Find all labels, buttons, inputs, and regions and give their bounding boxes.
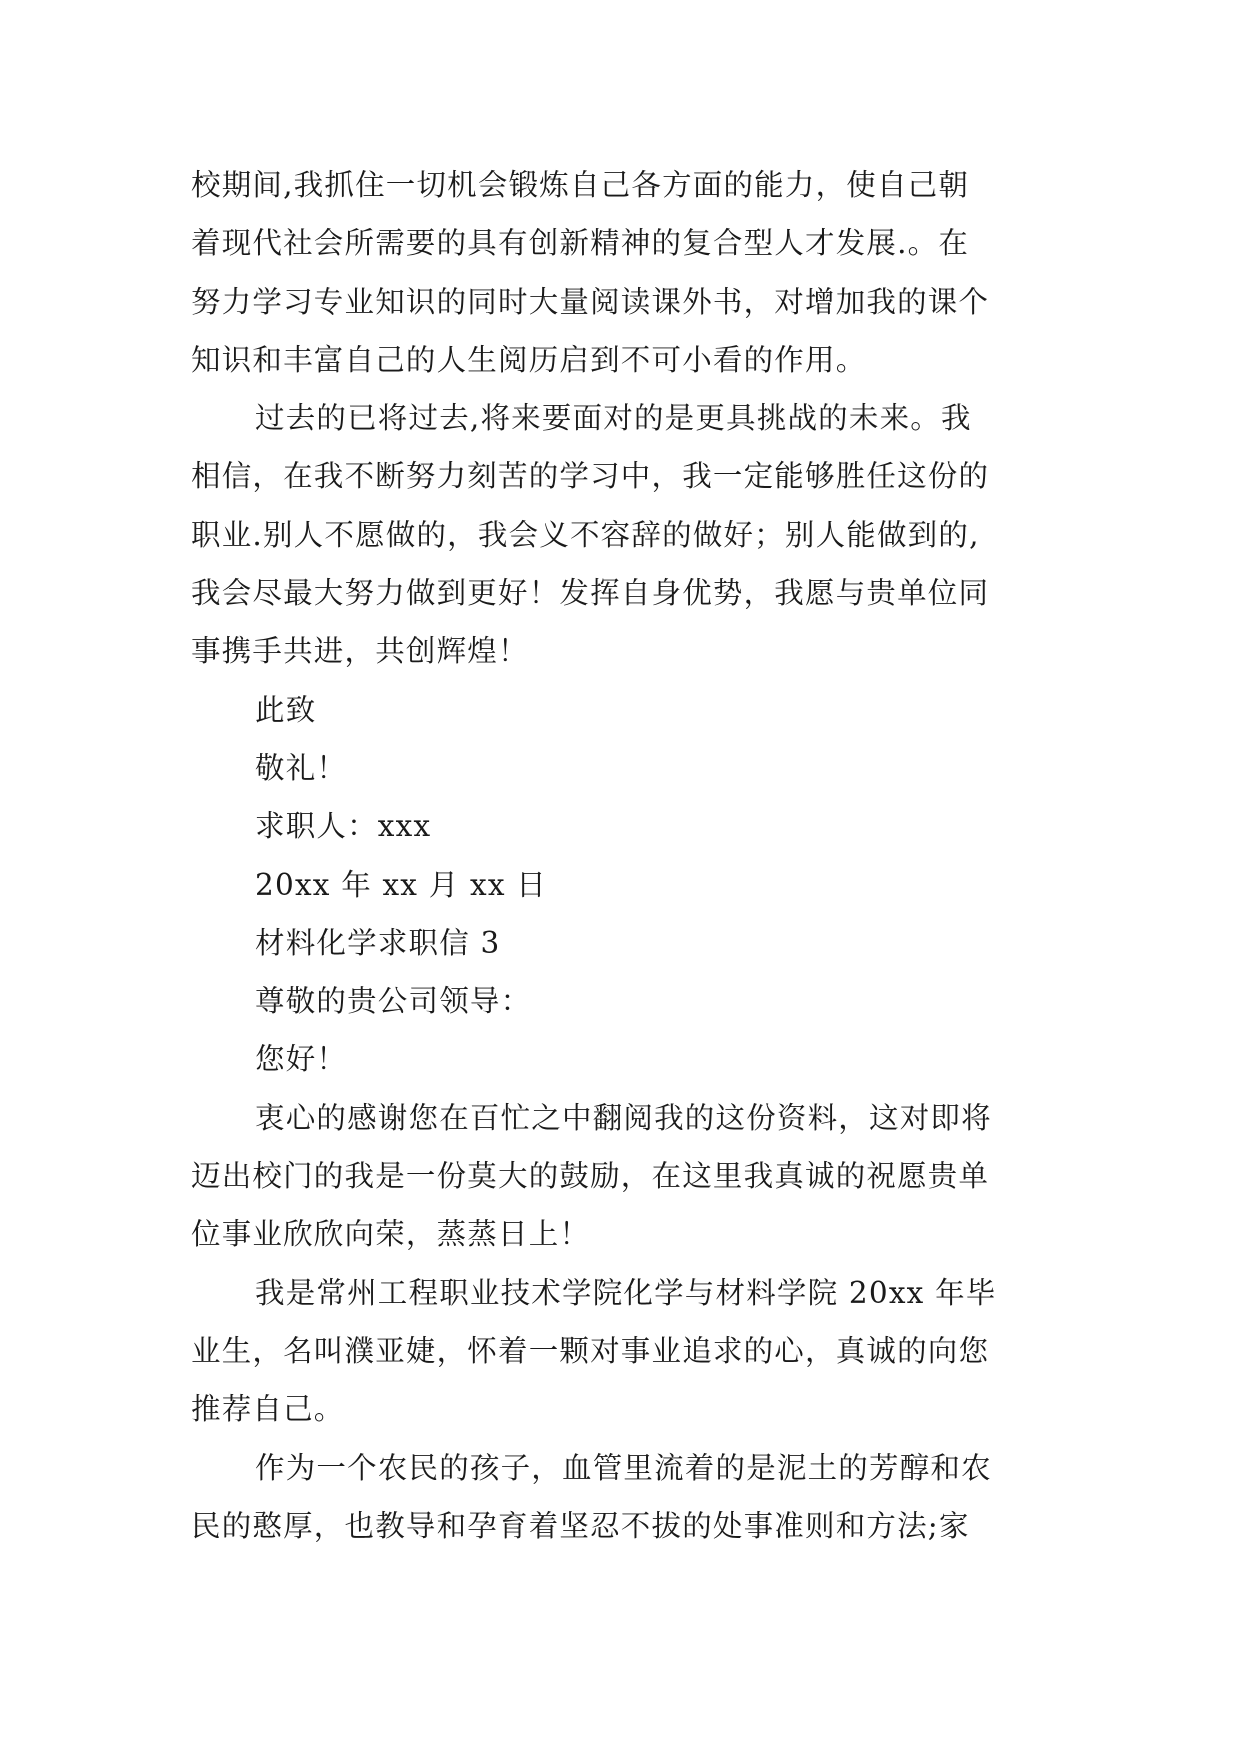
text-line: 20xx 年 xx 月 xx 日	[255, 867, 547, 902]
text-line: 相信，在我不断努力刻苦的学习中，我一定能够胜任这份的	[191, 459, 990, 494]
text-line: 位事业欣欣向荣，蒸蒸日上！	[191, 1217, 591, 1252]
text-line: 努力学习专业知识的同时大量阅读课外书，对增加我的课个	[191, 284, 990, 319]
text-line: 迈出校门的我是一份莫大的鼓励，在这里我真诚的祝愿贵单	[191, 1159, 990, 1194]
text-line: 业生，名叫濮亚婕，怀着一颗对事业追求的心，真诚的向您	[191, 1333, 990, 1368]
text-line: 我会尽最大努力做到更好！发挥自身优势，我愿与贵单位同	[191, 576, 990, 611]
text-line: 知识和丰富自己的人生阅历启到不可小看的作用。	[191, 342, 867, 377]
text-line: 此致	[255, 692, 317, 727]
text-line: 敬礼！	[255, 750, 348, 785]
text-line: 材料化学求职信 3	[255, 925, 501, 960]
text-line: 您好！	[255, 1042, 348, 1077]
letter-body	[191, 156, 1051, 1555]
text-line: 作为一个农民的孩子，血管里流着的是泥土的芳醇和农	[255, 1450, 992, 1485]
text-line: 我是常州工程职业技术学院化学与材料学院 20xx 年毕	[255, 1275, 997, 1310]
text-line: 求职人：xxx	[255, 809, 432, 844]
text-line: 事携手共进，共创辉煌！	[191, 634, 529, 669]
text-line: 尊敬的贵公司领导：	[255, 984, 532, 1019]
text-line: 过去的已将过去,将来要面对的是更具挑战的未来。我	[255, 401, 972, 436]
text-line: 着现代社会所需要的具有创新精神的复合型人才发展.。在	[191, 226, 970, 261]
text-line: 衷心的感谢您在百忙之中翻阅我的这份资料，这对即将	[255, 1100, 992, 1135]
text-line: 民的憨厚，也教导和孕育着坚忍不拔的处事准则和方法;家	[191, 1508, 970, 1543]
text-line: 职业.别人不愿做的，我会义不容辞的做好；别人能做到的,	[191, 517, 980, 552]
text-line: 校期间,我抓住一切机会锻炼自己各方面的能力，使自己朝	[191, 168, 970, 202]
text-line: 推荐自己。	[191, 1392, 345, 1427]
